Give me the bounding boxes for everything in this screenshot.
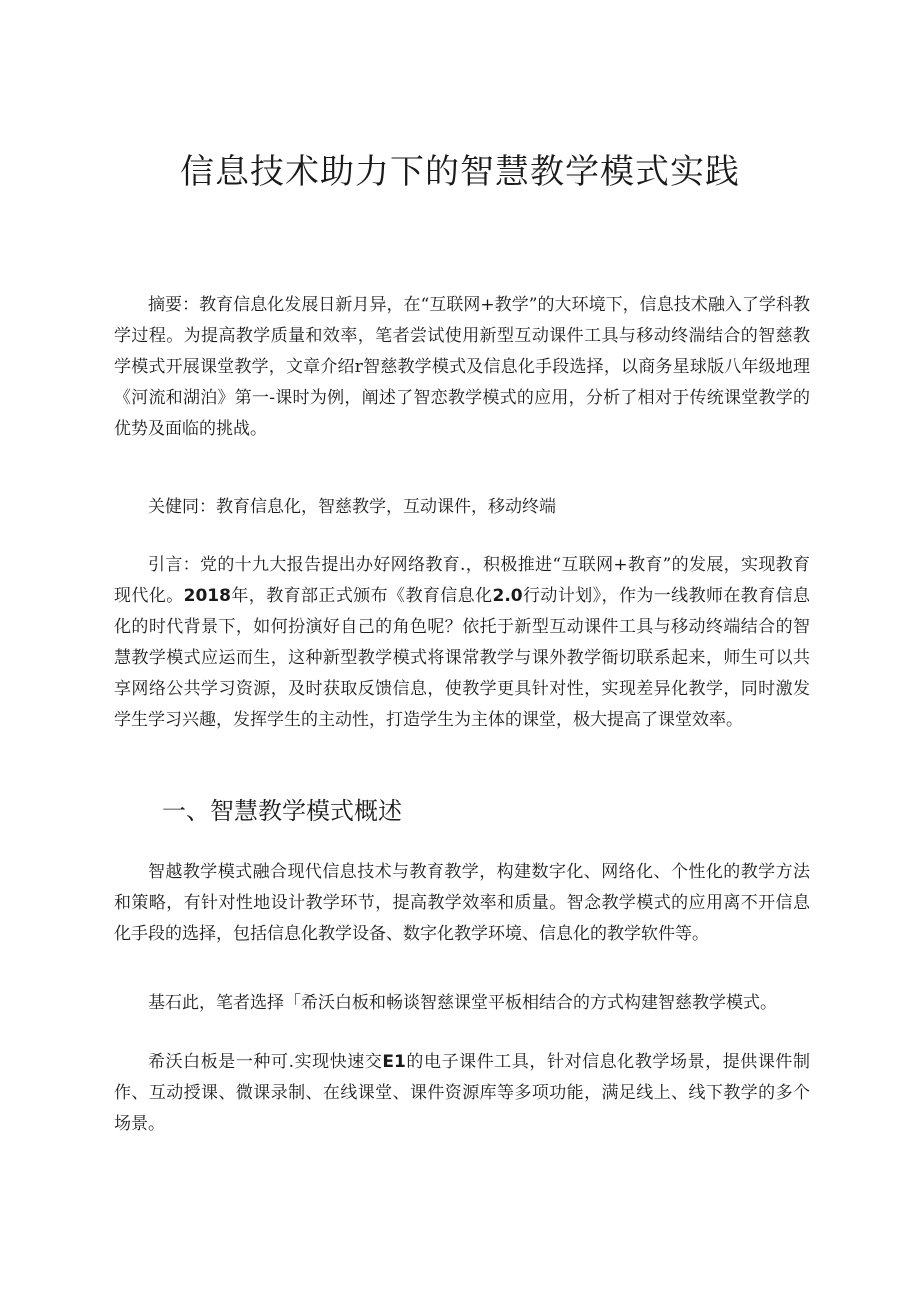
section-heading-1: 一、智慧教学模式概述 xyxy=(162,797,402,825)
intro-year: 2018 xyxy=(183,586,231,606)
section1-paragraph-2: 基石此，笔者选择「希沃白板和畅谈智慈课堂平板相结合的方式构建智慈教学模式。 xyxy=(148,993,777,1013)
section1-paragraph-1: 智越教学模式融合现代信息技术与教育教学，构建数字化、网络化、个性化的教学方法和策略，有针对性地设计教学环节，提高教学效率和质量。智念教学模式的应用离不开信息化手段的选择，包括信息化教学设备、数字化教学环境、信息化的教学软件等。 xyxy=(114,862,810,944)
intro-version: 2.0 xyxy=(492,586,523,606)
intro-text-2: 年，教育部正式颁布《教育信息化 xyxy=(230,586,493,606)
section1-paragraph-3 xyxy=(114,1047,810,1140)
keywords-paragraph: 关健同：教育信息化，智慈教学，互动课件，移动终端 xyxy=(148,497,556,517)
intro-paragraph xyxy=(114,550,810,736)
intro-text-3: 行动计划》，作为一线教师在教育信息化的时代背景下，如何扮演好自己的角色呢？依托于新型互动课件工具与移动终端结合的智慧教学模式应运而生，这种新型教学模式将课常教学与课外教学衙切联系起来，师生可以共享网络公共学习资源，及时获取反馈信息，使教学更具针对性，实现差异化教学，同时激发学生学习兴趣，发挥学生的主动性，打造学生为主体的课堂，极大提高了课堂效率。 xyxy=(114,586,811,730)
document-title: 信息技术助力下的智慧教学模式实践 xyxy=(180,152,740,192)
section1-p3-code: E1 xyxy=(382,1052,406,1072)
section1-p3-text-1: 希沃白板是一种可.实现快速交 xyxy=(148,1052,383,1072)
section1-p3-text-2: 的电子课件工具，针对信息化教学场景，提供课件制作、互动授课、微课录制、在线课堂、课件资源库等多项功能，满足线上、线下教学的多个场景。 xyxy=(114,1052,810,1134)
abstract-paragraph: 摘要：教育信息化发展日新月异，在“互联网+教学”的大环境下，信息技术融入了学科教学过程。为提高教学质量和效率，笔者尝试使用新型互动课件工具与移动终湍结合的智慈教学模式开展课堂教学，文章介绍r智慈教学模式及信息化手段选择，以商务星球版八年级地理《河流和湖泊》第一-课时为例，阐述了智恋教学模式的应用，分析了相对于传统课堂教学的优势及面临的挑战。 xyxy=(114,295,810,439)
intro-text-1: 引言：党的十九大报告提出办好网络教育.，积极推进“互联网+教育”的发展，实现教育现代化。 xyxy=(114,555,810,606)
